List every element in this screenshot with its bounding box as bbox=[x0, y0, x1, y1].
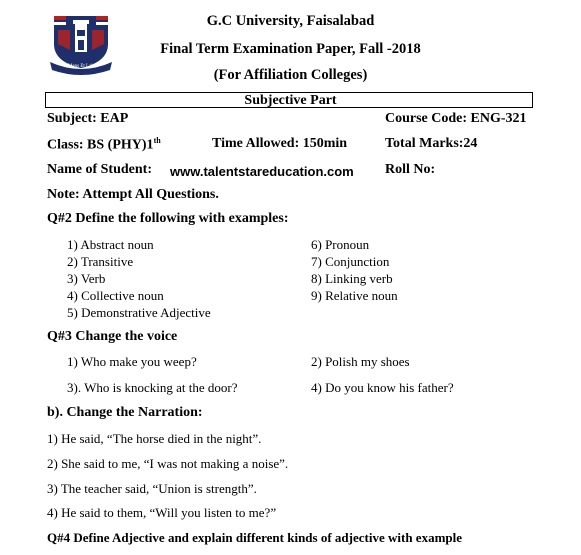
narration-title: b). Change the Narration: bbox=[47, 405, 203, 420]
q4-text bbox=[47, 530, 462, 546]
narration-item: 2) She said to me, “I was not making a noise”. bbox=[47, 456, 289, 471]
q2-item: 2) Transitive bbox=[67, 254, 134, 269]
q2-item: 1) Abstract noun bbox=[67, 237, 154, 252]
narration-item: 3) The teacher said, “Union is strength”. bbox=[47, 481, 257, 496]
q3-item: 1) Who make you weep? bbox=[67, 354, 197, 369]
exam-title: Final Term Examination Paper, Fall -2018 bbox=[160, 41, 421, 57]
q3-item: 3). Who is knocking at the door? bbox=[67, 380, 238, 395]
course-code: Course Code: ENG-321 bbox=[385, 111, 527, 126]
q2-item: 8) Linking verb bbox=[311, 271, 393, 286]
q2-title: Q#2 Define the following with examples: bbox=[47, 211, 289, 226]
narration-item: 4) He said to them, “Will you listen to me?” bbox=[47, 505, 277, 520]
logo-motto: Mens Et Labor bbox=[68, 64, 98, 69]
narration-item: 1) He said, “The horse died in the night”. bbox=[47, 431, 262, 446]
q2-item: 9) Relative noun bbox=[311, 288, 398, 303]
q2-item: 4) Collective noun bbox=[67, 288, 164, 303]
affiliation-note: (For Affiliation Colleges) bbox=[213, 67, 368, 83]
q3-title: Q#3 Change the voice bbox=[47, 329, 178, 344]
time-allowed: Time Allowed: 150min bbox=[212, 136, 348, 151]
subject-label: Subject: EAP bbox=[47, 111, 129, 126]
class-label bbox=[47, 136, 161, 154]
class-text: Class: BS (PHY)1 bbox=[47, 137, 154, 153]
roll-number-label: Roll No: bbox=[385, 162, 436, 177]
section-title: Subjective Part bbox=[244, 93, 337, 108]
q2-item: 7) Conjunction bbox=[311, 254, 390, 269]
student-name-label: Name of Student: bbox=[47, 162, 152, 177]
q2-item: 6) Pronoun bbox=[311, 237, 370, 252]
q3-item: 4) Do you know his father? bbox=[311, 380, 454, 395]
note-text: Note: Attempt All Questions. bbox=[47, 187, 219, 202]
website-watermark: www.talentstareducation.com bbox=[170, 164, 354, 179]
total-marks: Total Marks:24 bbox=[385, 136, 478, 151]
class-superscript: th bbox=[153, 136, 161, 145]
q2-item: 5) Demonstrative Adjective bbox=[67, 305, 211, 320]
q3-item: 2) Polish my shoes bbox=[311, 354, 410, 369]
university-name: G.C University, Faisalabad bbox=[206, 13, 375, 29]
q2-item: 3) Verb bbox=[67, 271, 106, 286]
q4-label: Q#4 Define Adjective and explain different kinds of adjective with example bbox=[47, 530, 463, 545]
